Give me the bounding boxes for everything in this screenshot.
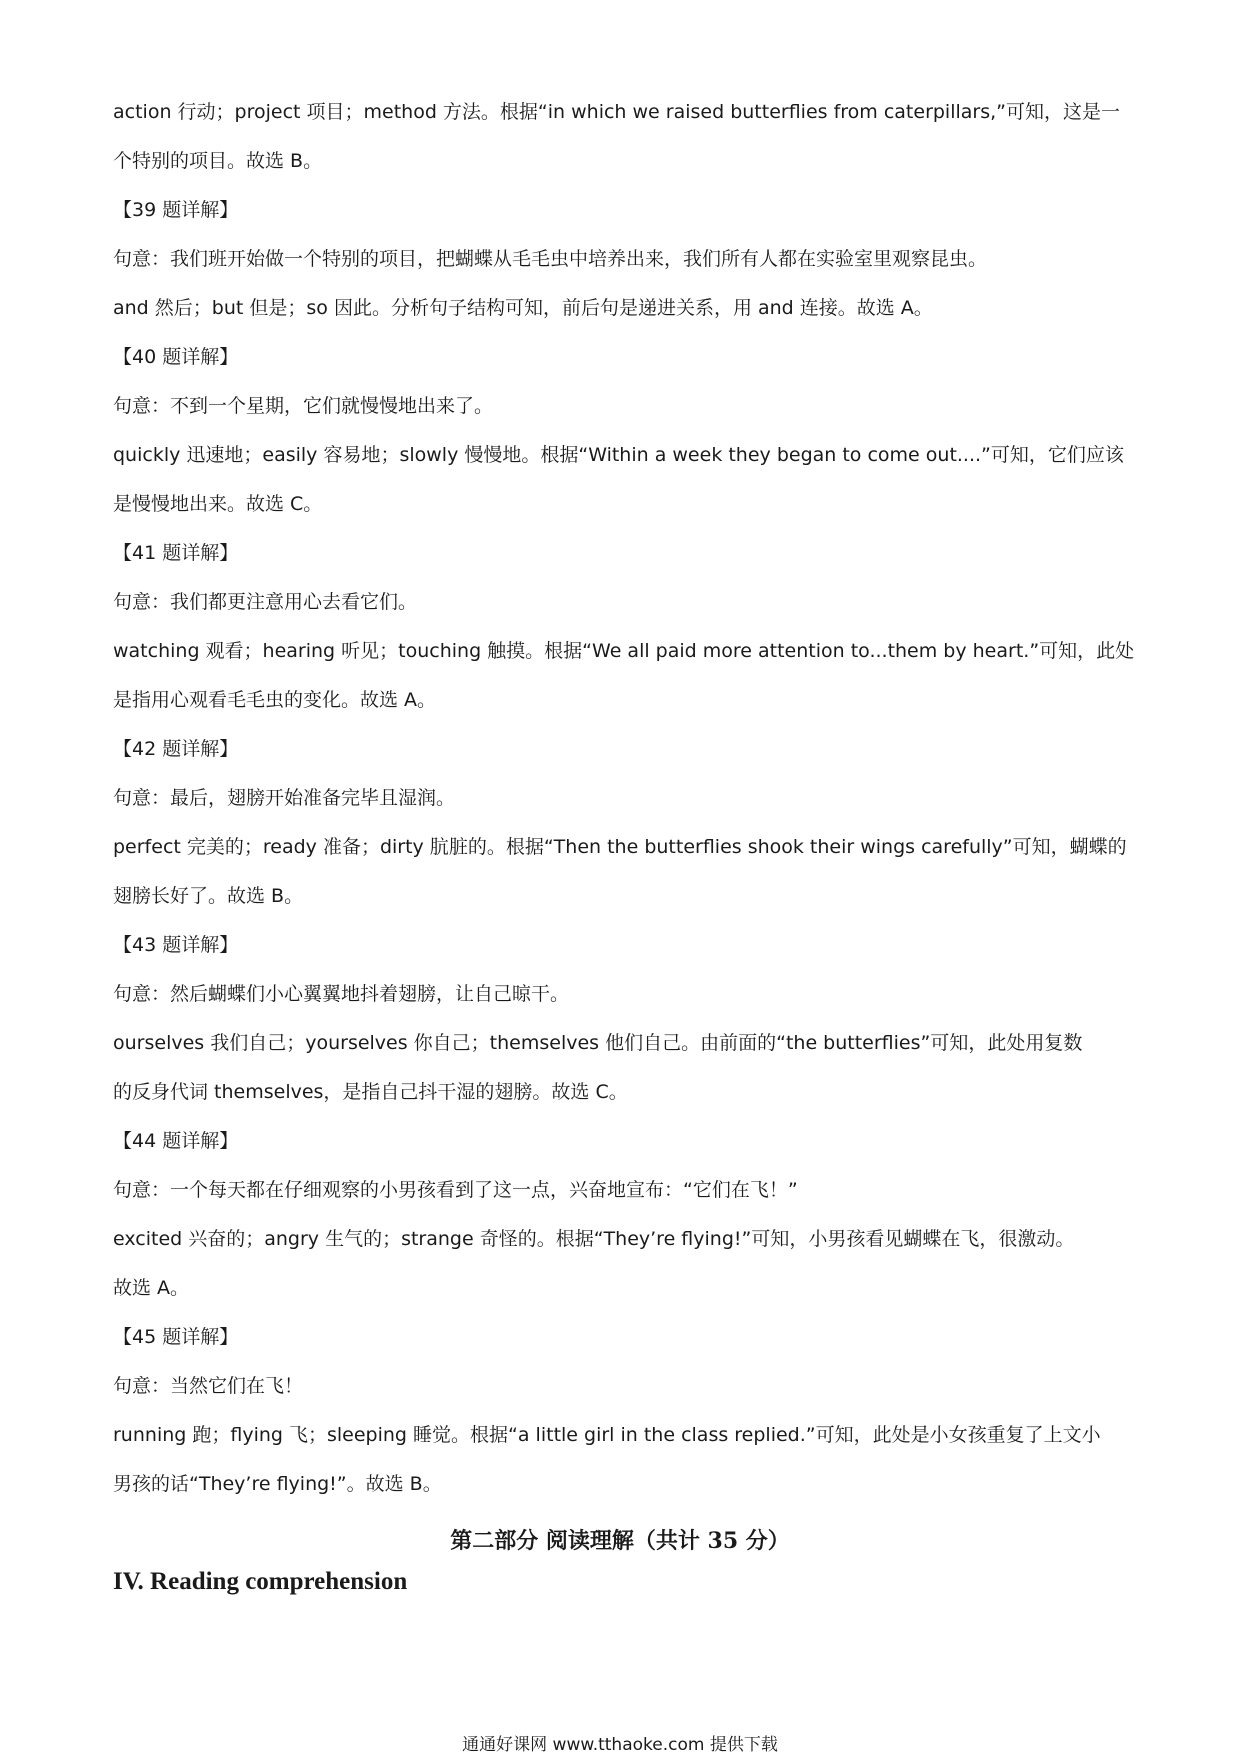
text-line — [113, 980, 1135, 1029]
explanation-block-43 — [113, 931, 1135, 1127]
text-line — [113, 686, 1135, 735]
explanation-text: 是慢慢地出来。故选 C。 — [113, 493, 323, 515]
text-line — [113, 1470, 1135, 1519]
text-line — [113, 98, 1135, 147]
section-title: IV. Reading comprehension — [113, 1568, 408, 1595]
sentence-meaning: 句意：然后蝴蝶们小心翼翼地抖着翅膀，让自己晾干。 — [113, 983, 570, 1005]
explanation-text: 翅膀长好了。故选 B。 — [113, 885, 304, 907]
explanation-text: watching 观看；hearing 听见；touching 触摸。根据“We all paid more attention to...them by heart.”可知，此处 — [113, 640, 1135, 662]
explanation-text: 的反身代词 themselves，是指自己抖干湿的翅膀。故选 C。 — [113, 1081, 628, 1103]
explanation-block-44 — [113, 1127, 1135, 1323]
explanation-block-41 — [113, 539, 1135, 735]
text-line — [113, 1225, 1135, 1274]
question-heading-text: 【45 题详解】 — [113, 1326, 239, 1348]
text-line — [113, 588, 1135, 637]
text-line: action 行动；project 项目；method 方法。根据“in which we raised butterflies from caterpillars,”可知，这是一 — [113, 101, 1121, 123]
explanation-block — [113, 98, 1135, 196]
text-line — [113, 637, 1135, 686]
question-heading — [113, 196, 1135, 245]
text-line — [113, 1421, 1135, 1470]
text-line — [113, 833, 1135, 882]
part-title: 第二部分 阅读理解（共计 35 分） — [450, 1528, 790, 1554]
text-line — [113, 1029, 1135, 1078]
explanation-block-45 — [113, 1323, 1135, 1519]
text-line — [113, 882, 1135, 931]
explanation-text: ourselves 我们自己；yourselves 你自己；themselves 他们自己。由前面的“the butterflies”可知，此处用复数 — [113, 1032, 1083, 1054]
text-line — [113, 1274, 1135, 1323]
question-heading — [113, 539, 1135, 588]
explanation-text: running 跑；flying 飞；sleeping 睡觉。根据“a little girl in the class replied.”可知，此处是小女孩重复了上文小 — [113, 1424, 1101, 1446]
question-heading — [113, 1323, 1135, 1372]
sentence-meaning: 句意：当然它们在飞！ — [113, 1375, 304, 1397]
question-heading-text: 【43 题详解】 — [113, 934, 239, 956]
explanation-text: 故选 A。 — [113, 1277, 190, 1299]
text-line — [113, 294, 1135, 343]
sentence-meaning: 句意：我们班开始做一个特别的项目，把蝴蝶从毛毛虫中培养出来，我们所有人都在实验室里观察昆虫。 — [113, 248, 988, 270]
explanation-text: 是指用心观看毛毛虫的变化。故选 A。 — [113, 689, 437, 711]
sentence-meaning: 句意：不到一个星期，它们就慢慢地出来了。 — [113, 395, 494, 417]
explanation-block-40 — [113, 343, 1135, 539]
footer-watermark: 通通好课网 www.tthaoke.com 提供下载 — [462, 1735, 778, 1755]
explanation-text: 男孩的话“They’re flying!”。故选 B。 — [113, 1473, 442, 1495]
text-line — [113, 1176, 1135, 1225]
explanation-text: quickly 迅速地；easily 容易地；slowly 慢慢地。根据“Within a week they began to come out....”可知，它们应该 — [113, 444, 1124, 466]
question-heading-text: 【44 题详解】 — [113, 1130, 239, 1152]
question-heading-text: 【42 题详解】 — [113, 738, 239, 760]
explanation-block-39 — [113, 196, 1135, 343]
answer-explanations — [113, 98, 1135, 1519]
text-line — [113, 490, 1135, 539]
question-heading — [113, 1127, 1135, 1176]
text-line — [113, 1078, 1135, 1127]
question-heading-text: 【40 题详解】 — [113, 346, 239, 368]
explanation-block-42 — [113, 735, 1135, 931]
text-line — [113, 784, 1135, 833]
text-line — [113, 441, 1135, 490]
text-line — [113, 392, 1135, 441]
sentence-meaning: 句意：最后，翅膀开始准备完毕且湿润。 — [113, 787, 456, 809]
text-line — [113, 1372, 1135, 1421]
question-heading — [113, 735, 1135, 784]
explanation-text: and 然后；but 但是；so 因此。分析句子结构可知，前后句是递进关系，用 and 连接。故选 A。 — [113, 297, 933, 319]
text-line: 个特别的项目。故选 B。 — [113, 150, 323, 172]
question-heading-text: 【41 题详解】 — [113, 542, 239, 564]
text-line — [113, 147, 1135, 196]
question-heading — [113, 931, 1135, 980]
explanation-text: excited 兴奋的；angry 生气的；strange 奇怪的。根据“They’re flying!”可知，小男孩看见蝴蝶在飞，很激动。 — [113, 1228, 1075, 1250]
question-heading — [113, 343, 1135, 392]
text-line — [113, 245, 1135, 294]
explanation-text: perfect 完美的；ready 准备；dirty 肮脏的。根据“Then the butterflies shook their wings carefully”可知，蝴蝶的 — [113, 836, 1127, 858]
sentence-meaning: 句意：一个每天都在仔细观察的小男孩看到了这一点，兴奋地宣布：“它们在飞！” — [113, 1179, 798, 1201]
question-heading-text: 【39 题详解】 — [113, 199, 239, 221]
sentence-meaning: 句意：我们都更注意用心去看它们。 — [113, 591, 418, 613]
